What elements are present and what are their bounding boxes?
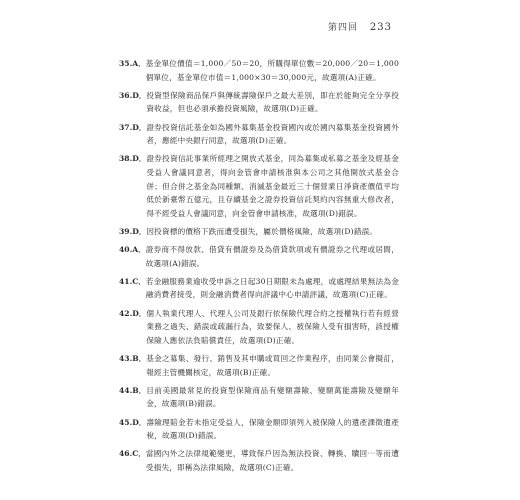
page-header xyxy=(328,20,392,33)
answer-number: 42.D． xyxy=(119,308,147,318)
answer-explanation: 因投資標的價格下跌而遭受損失，屬於價格風險，故選項(D)錯誤。 xyxy=(146,226,378,236)
answer-number: 37.D． xyxy=(119,122,147,132)
answer-explanation: 目前美國最常見的投資型保險商品有變額壽險、變額萬能壽險及變額年金，故選項(B)錯誤。 xyxy=(146,385,399,409)
answer-number: 39.D． xyxy=(119,226,147,236)
answer-item xyxy=(119,89,399,116)
answer-number: 46.C． xyxy=(119,449,146,459)
answer-item xyxy=(119,307,399,348)
answer-explanation: 基金單位價值＝1,000／50＝20，所購得單位數＝20,000／20＝1,000個單位，基金單位市值＝1,000×30＝30,000元，故選項(A)正確。 xyxy=(145,59,399,82)
answer-item xyxy=(119,447,399,474)
answer-number: 41.C． xyxy=(119,276,146,286)
answer-explanation: 若金融服務業逾收受申訴之日起30日期限未為處理，或處理結果無法為金融消費者接受，則金融消費者得向評議中心申請評議，故選項(C)正確。 xyxy=(145,276,399,300)
answer-explanation: 投資型保險商品保戶與傳統壽險保戶之最大差別，即在於能夠完全分享投資收益，但也必須承擔投資風險，故選項(D)正確。 xyxy=(146,90,399,114)
answer-explanation: 基金之募集、發行、銷售及其申購或買回之作業程序，由同業公會擬訂，報經主管機關核定，故選項(B)正確。 xyxy=(146,354,399,377)
answer-item xyxy=(119,57,399,84)
answer-item xyxy=(119,121,399,148)
answer-number: 44.B． xyxy=(119,385,147,395)
page-number: 233 xyxy=(369,22,392,33)
answer-explanation: 壽險理賠金若未指定受益人，保險金額即須列入被保險人的遺產課徵遺產稅，故選項(D)錯誤。 xyxy=(146,417,399,441)
answer-item xyxy=(119,275,399,302)
answer-item xyxy=(119,225,399,239)
answer-list xyxy=(119,57,399,479)
answer-number: 36.D． xyxy=(119,90,147,100)
answer-number: 40.A． xyxy=(119,245,146,255)
answer-number: 43.B． xyxy=(119,354,147,364)
answer-item xyxy=(119,352,399,379)
answer-number: 45.D． xyxy=(119,417,147,427)
answer-explanation: 證券投資信託基金如為國外募集基金投資國內或於國內募集基金投資國外者，應經中央銀行同意，故選項(D)正確。 xyxy=(146,122,399,146)
answer-explanation: 個人執業代理人、代理人公司及銀行依保險代理合約之授權執行若有經營業務之過失、錯誤或疏漏行為，致要保人、被保險人受有損害時，該授權保險人應依法負賠償責任，故選項(D)正確。 xyxy=(146,308,399,345)
answer-item xyxy=(119,384,399,411)
answer-item xyxy=(119,243,399,270)
answer-item xyxy=(119,416,399,443)
answer-explanation: 證券商不得放款、借貸有價證券及為借貸款項或有價證券之代理或居間，故選項(A)錯誤。 xyxy=(145,245,399,268)
answer-number: 38.D． xyxy=(119,154,147,164)
answer-explanation: 當國內外之法律規範變更，導致保戶因為無法投資、轉換、贖回⋯等而遭受損失，即稱為法律風險，故選項(C)正確。 xyxy=(145,449,399,472)
answer-number: 35.A． xyxy=(119,59,146,68)
answer-item xyxy=(119,152,399,220)
answer-explanation: 證券投資信託事業所經理之開放式基金，同為募集或私募之基金及經基金受益人會議同意者，得向金管會申請核准與本公司之其他開放式基金合併；但合併之基金為同種類、消滅基金最近三十個營業日淨資產價值平均低於新臺幣五億元，且存續基金之證券投資信託契約內容無重大修改者，得不經受益人會議同意，向金管會申請核准，故選項(D)錯誤。 xyxy=(146,154,399,218)
chapter-title: 第四回 xyxy=(328,23,359,33)
